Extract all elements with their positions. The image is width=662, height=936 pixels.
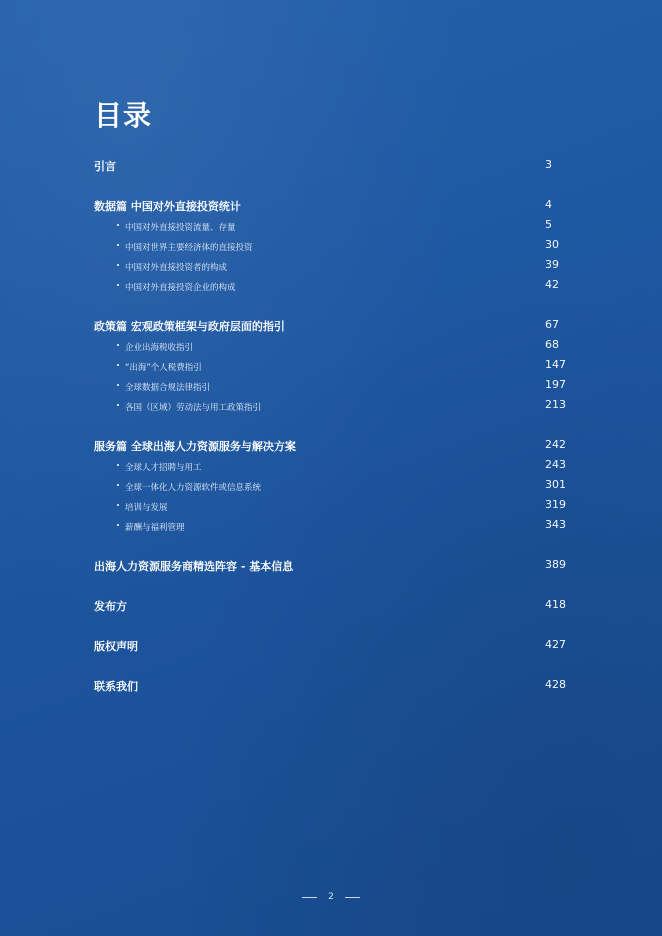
bullet-icon (117, 284, 119, 286)
toc-entry-intro[interactable] (94, 155, 574, 175)
toc-entry-label: 引言 (94, 160, 116, 173)
toc-subentry[interactable] (94, 495, 574, 515)
toc-subentry[interactable] (94, 275, 574, 295)
table-of-contents (94, 155, 574, 695)
toc-entry-label: 政策篇 宏观政策框架与政府层面的指引 (94, 320, 285, 333)
toc-subentry[interactable] (94, 515, 574, 535)
toc-entry-label: 联系我们 (94, 680, 138, 693)
toc-subentry-label: 全球一体化人力资源软件或信息系统 (125, 483, 262, 493)
bullet-icon (117, 484, 119, 486)
bullet-icon (117, 264, 119, 266)
toc-entry-providers[interactable] (94, 555, 574, 575)
toc-subentry-label: 薪酬与福利管理 (125, 523, 185, 533)
toc-entry-page: 418 (545, 598, 566, 611)
toc-subentry-page: 30 (545, 238, 559, 251)
toc-entry-page: 3 (545, 158, 552, 171)
toc-subentry-label: 企业出海税收指引 (125, 343, 194, 353)
toc-subentry-page: 197 (545, 378, 566, 391)
toc-entry-contact[interactable] (94, 675, 574, 695)
toc-entry-service-part[interactable] (94, 435, 574, 455)
toc-subentry[interactable] (94, 455, 574, 475)
bullet-icon (117, 224, 119, 226)
toc-subentry-page: 213 (545, 398, 566, 411)
toc-entry-page: 4 (545, 198, 552, 211)
toc-entry-label: 服务篇 全球出海人力资源服务与解决方案 (94, 440, 296, 453)
toc-entry-label: 版权声明 (94, 640, 138, 653)
footer-rule-left (302, 897, 317, 898)
toc-entry-data-part[interactable] (94, 195, 574, 215)
toc-subentry[interactable] (94, 335, 574, 355)
toc-subentry-label: 中国对外直接投资者的构成 (125, 263, 228, 273)
bullet-icon (117, 244, 119, 246)
toc-subentry-label: 全球数据合规法律指引 (125, 383, 211, 393)
toc-subentry[interactable] (94, 215, 574, 235)
toc-subentry-page: 68 (545, 338, 559, 351)
bullet-icon (117, 524, 119, 526)
toc-subentry-page: 42 (545, 278, 559, 291)
toc-entry-page: 428 (545, 678, 566, 691)
toc-entry-publisher[interactable] (94, 595, 574, 615)
toc-subentry-label: 中国对外直接投资流量、存量 (125, 223, 236, 233)
toc-entry-page: 242 (545, 438, 566, 451)
toc-subentry[interactable] (94, 395, 574, 415)
toc-entry-label: 发布方 (94, 600, 127, 613)
toc-subentry-label: 各国（区域）劳动法与用工政策指引 (125, 403, 262, 413)
toc-entry-policy-part[interactable] (94, 315, 574, 335)
bullet-icon (117, 464, 119, 466)
toc-subentry[interactable] (94, 255, 574, 275)
bullet-icon (117, 384, 119, 386)
footer-page-number: 2 (328, 892, 334, 902)
toc-subentry-page: 243 (545, 458, 566, 471)
toc-entry-page: 67 (545, 318, 559, 331)
bullet-icon (117, 344, 119, 346)
toc-subentry-label: 中国对世界主要经济体的直接投资 (125, 243, 253, 253)
bullet-icon (117, 364, 119, 366)
toc-subentry[interactable] (94, 235, 574, 255)
page-title: 目录 (94, 99, 153, 132)
toc-subentry-page: 301 (545, 478, 566, 491)
bullet-icon (117, 504, 119, 506)
toc-entry-page: 389 (545, 558, 566, 571)
toc-subentry-page: 39 (545, 258, 559, 271)
toc-entry-copyright[interactable] (94, 635, 574, 655)
toc-subentry-page: 5 (545, 218, 552, 231)
footer-rule-right (345, 897, 360, 898)
toc-entry-page: 427 (545, 638, 566, 651)
toc-subentry-label: 全球人才招聘与用工 (125, 463, 202, 473)
toc-subentry-page: 343 (545, 518, 566, 531)
toc-subentry-label: “出海”个人税费指引 (125, 363, 202, 373)
page-footer (0, 889, 662, 905)
toc-subentry[interactable] (94, 375, 574, 395)
toc-entry-label: 出海人力资源服务商精选阵容 - 基本信息 (94, 560, 294, 573)
toc-subentry[interactable] (94, 475, 574, 495)
toc-subentry-label: 中国对外直接投资企业的构成 (125, 283, 236, 293)
toc-subentry[interactable] (94, 355, 574, 375)
toc-entry-label: 数据篇 中国对外直接投资统计 (94, 200, 241, 213)
toc-subentry-label: 培训与发展 (125, 503, 168, 513)
toc-subentry-page: 319 (545, 498, 566, 511)
bullet-icon (117, 404, 119, 406)
toc-subentry-page: 147 (545, 358, 566, 371)
